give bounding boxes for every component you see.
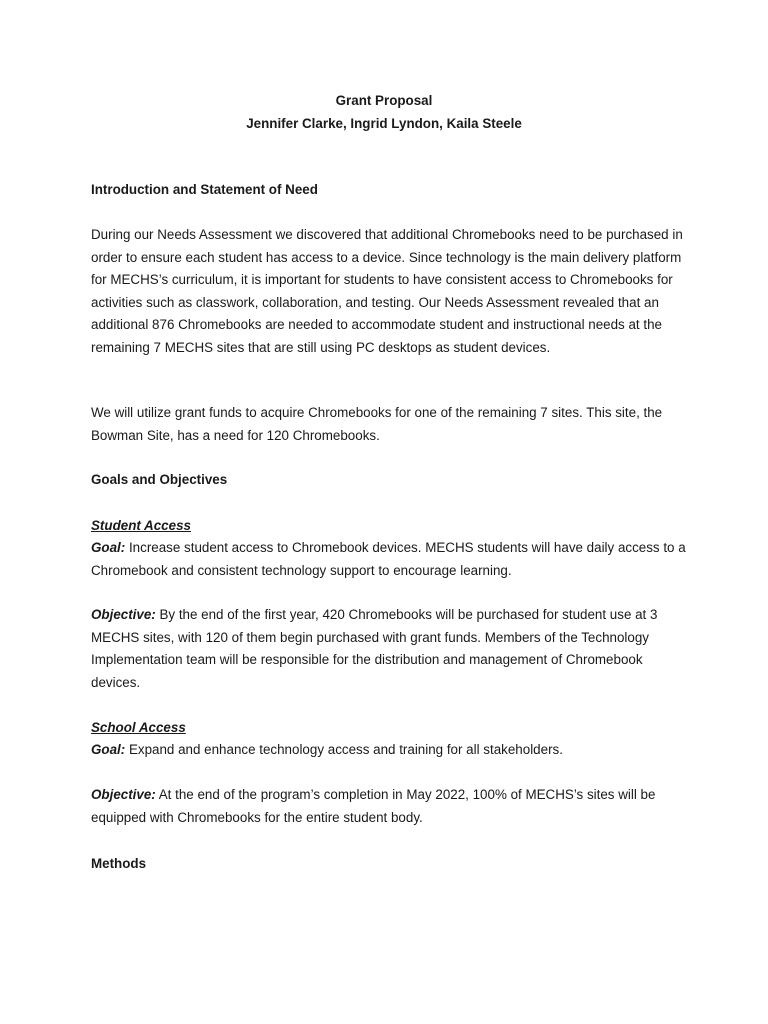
intro-heading: Introduction and Statement of Need: [91, 182, 318, 197]
goal-text: Increase student access to Chromebook devices. MECHS students will have daily access to a Chromebook and consistent technology support to encourage learning.: [91, 540, 686, 578]
student-access-heading: Student Access: [91, 518, 191, 533]
school-access-goal: [91, 739, 691, 762]
student-access-objective: [91, 604, 691, 694]
objective-label: Objective:: [91, 787, 156, 802]
objective-label: Objective:: [91, 607, 156, 622]
goal-label: Goal:: [91, 540, 126, 555]
school-access-heading: School Access: [91, 720, 186, 735]
student-access-goal: [91, 537, 691, 582]
goals-heading: Goals and Objectives: [91, 472, 228, 487]
goal-label: Goal:: [91, 742, 126, 757]
methods-heading: Methods: [91, 856, 147, 871]
objective-text: At the end of the program’s completion in May 2022, 100% of MECHS’s sites will be equipped with Chromebooks for the entire student body.: [91, 787, 656, 825]
document-title: Grant Proposal: [335, 93, 433, 108]
school-access-objective: [91, 784, 691, 829]
objective-text: By the end of the first year, 420 Chromebooks will be purchased for student use at 3 MECHS sites, with 120 of them begin purchased with grant funds. Members of the Technology Implementation team will be responsible for the distribution and management of Chromebook devices.: [91, 607, 658, 690]
intro-paragraph-2: We will utilize grant funds to acquire Chromebooks for one of the remaining 7 sites. This site, the Bowman Site, has a need for 120 Chromebooks.: [91, 405, 663, 443]
document-authors: Jennifer Clarke, Ingrid Lyndon, Kaila Steele: [246, 116, 522, 131]
intro-paragraph-1: During our Needs Assessment we discovered that additional Chromebooks need to be purchased in order to ensure each student has access to a device. Since technology is the main delivery platform for MECHS’s curriculum, it is important for students to have consistent access to Chromebooks for activities such as classwork, collaboration, and testing. Our Needs Assessment revealed that an additional 876 Chromebooks are needed to accommodate student and instructional needs at the remaining 7 MECHS sites that are still using PC desktops as student devices.: [91, 227, 683, 355]
goal-text: Expand and enhance technology access and training for all stakeholders.: [125, 742, 563, 757]
